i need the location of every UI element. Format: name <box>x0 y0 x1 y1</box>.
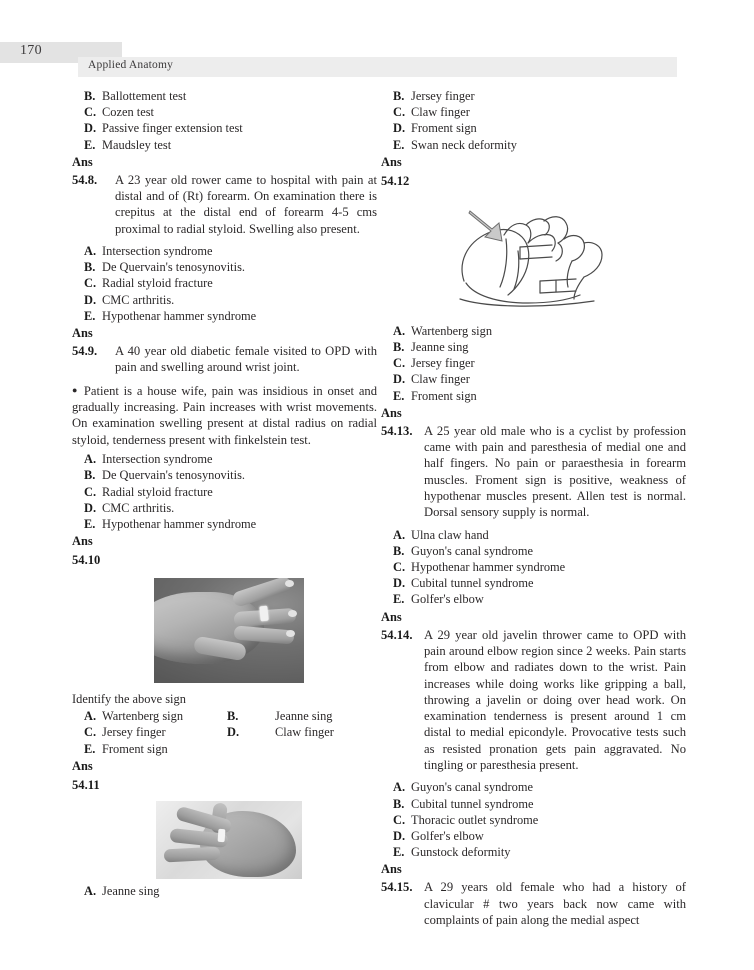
hand-photograph-jeanne <box>156 801 302 879</box>
option-letter: B. <box>393 543 405 558</box>
option-text: CMC arthritis. <box>102 292 175 307</box>
right-column <box>381 88 686 930</box>
option-row <box>72 724 377 740</box>
fingernail <box>286 630 295 637</box>
option-row <box>72 516 377 532</box>
figure-caption: Identify the above sign <box>72 692 186 707</box>
figure-54-11 <box>72 795 377 883</box>
answer-label: Ans <box>381 154 402 169</box>
option-row <box>72 484 377 500</box>
fingernail <box>285 580 294 587</box>
froment-sign-line-drawing <box>444 199 624 317</box>
question-number: 54.13. <box>381 423 413 438</box>
option-row <box>381 104 686 120</box>
option-text: Claw finger <box>275 725 334 740</box>
option-row <box>72 120 377 136</box>
question-54-15 <box>381 879 686 928</box>
option-row <box>72 88 377 104</box>
option-text: Claw finger <box>411 372 470 387</box>
option-text: Golfer's elbow <box>411 828 484 843</box>
option-row <box>381 844 686 860</box>
option-text: Thoracic outlet syndrome <box>411 812 539 827</box>
fingernail <box>288 610 297 617</box>
option-letter: D. <box>227 725 240 740</box>
option-letter: A. <box>84 452 97 467</box>
option-text: Golfer's elbow <box>411 592 484 607</box>
finger <box>163 846 220 862</box>
option-letter: E. <box>84 137 96 152</box>
option-row <box>381 559 686 575</box>
option-letter: A. <box>393 780 406 795</box>
option-text: Swan neck deformity <box>411 137 517 152</box>
option-text: Jeanne sing <box>411 340 469 355</box>
option-row <box>381 575 686 591</box>
option-text: Radial styloid fracture <box>102 276 213 291</box>
question-stem: A 25 year old male who is a cyclist by profession came with pain and paresthesia of medial one and half fingers. No pain or paraesthesia in forearm muscles. Froment sign is positive, weakness of hypothenar muscles present. Allen test is normal. Dorsal sensory supply is normal. <box>424 423 686 520</box>
question-number: 54.8. <box>72 172 98 187</box>
question-54-9 <box>72 343 377 376</box>
option-letter: C. <box>393 105 406 120</box>
option-row <box>72 104 377 120</box>
figure-54-10 <box>72 570 377 687</box>
option-text: Froment sign <box>411 388 477 403</box>
option-letter: C. <box>84 276 97 291</box>
option-letter: B. <box>393 89 405 103</box>
hand-photograph-wartenberg <box>154 578 304 683</box>
option-row <box>72 259 377 275</box>
question-number-54-12: 54.12 <box>381 173 410 188</box>
option-letter: E. <box>84 741 96 756</box>
option-row <box>381 543 686 559</box>
option-letter: A. <box>393 323 406 338</box>
option-letter: B. <box>84 260 96 275</box>
option-letter: E. <box>84 308 96 323</box>
left-column <box>72 88 377 899</box>
option-row <box>381 88 686 104</box>
option-letter: D. <box>84 500 97 515</box>
option-text: Hypothenar hammer syndrome <box>102 517 257 532</box>
option-row <box>72 451 377 467</box>
option-row <box>381 527 686 543</box>
option-letter: D. <box>393 372 406 387</box>
option-text: Hypothenar hammer syndrome <box>411 560 566 575</box>
option-letter: C. <box>84 105 97 120</box>
page-number: 170 <box>20 43 42 58</box>
option-row <box>381 137 686 153</box>
option-letter: D. <box>84 121 97 136</box>
option-letter: A. <box>84 883 97 898</box>
finger-ring <box>217 829 225 842</box>
option-row <box>72 275 377 291</box>
question-stem: A 29 year old javelin thrower came to OPD with pain around elbow region since 2 weeks. Pain starts from elbow and radiates down to the wrist. Pain increases while doing works like gripping a ball, throwing a javelin or doing over head work. On examination tenderness is present around 1 cm distal to medial epicondyle. Provocative tests such as resisted pronation gets pain aggravated. No tingling or paresthesia present. <box>424 627 686 772</box>
option-letter: C. <box>84 484 97 499</box>
option-text: Radial styloid fracture <box>102 484 213 499</box>
option-text: Cubital tunnel syndrome <box>411 576 534 591</box>
option-letter: C. <box>84 725 97 740</box>
option-letter: B. <box>393 796 405 811</box>
figure-54-12 <box>381 191 686 323</box>
question-54-8 <box>72 172 377 237</box>
option-text: Wartenberg sign <box>102 709 184 724</box>
option-letter: D. <box>393 576 406 591</box>
question-number-54-11: 54.11 <box>72 777 100 792</box>
bullet-icon: ● <box>72 384 80 395</box>
option-text: De Quervain's tenosynovitis. <box>102 260 245 275</box>
answer-label: Ans <box>381 405 402 420</box>
option-text: Intersection syndrome <box>102 244 213 258</box>
answer-label: Ans <box>381 609 402 624</box>
option-row <box>72 708 377 724</box>
option-letter: A. <box>84 709 97 724</box>
option-letter: B. <box>227 709 239 724</box>
option-letter: B. <box>84 468 96 483</box>
question-54-14 <box>381 627 686 774</box>
option-text: Wartenberg sign <box>411 323 493 338</box>
option-letter: D. <box>84 292 97 307</box>
option-letter: E. <box>393 845 405 860</box>
option-text: Claw finger <box>411 105 470 120</box>
option-text: Maudsley test <box>102 137 172 152</box>
option-text: Hypothenar hammer syndrome <box>102 308 257 323</box>
option-row <box>381 339 686 355</box>
question-54-9-note <box>72 382 377 449</box>
option-text: Jeanne sing <box>102 883 160 898</box>
option-row <box>381 812 686 828</box>
option-row <box>381 355 686 371</box>
option-letter: A. <box>84 244 97 258</box>
option-letter: D. <box>393 828 406 843</box>
question-number: 54.9. <box>72 344 98 359</box>
answer-label: Ans <box>72 154 93 169</box>
running-header-title: Applied Anatomy <box>88 59 174 71</box>
option-letter: E. <box>393 592 405 607</box>
option-row <box>72 308 377 324</box>
answer-label: Ans <box>72 534 93 549</box>
option-row <box>72 500 377 516</box>
option-text: Jersey finger <box>102 725 166 740</box>
option-letter: A. <box>393 527 406 542</box>
option-row <box>72 467 377 483</box>
option-text: Passive finger extension test <box>102 121 243 136</box>
option-row <box>72 741 377 757</box>
option-letter: B. <box>393 340 405 355</box>
answer-label: Ans <box>381 862 402 877</box>
option-text: Guyon's canal syndrome <box>411 543 533 558</box>
answer-label: Ans <box>72 326 93 341</box>
answer-label: Ans <box>72 758 93 773</box>
option-row <box>381 779 686 795</box>
option-row <box>381 120 686 136</box>
option-text: Gunstock deformity <box>411 845 511 860</box>
option-text: Ballottement test <box>102 89 187 103</box>
option-row <box>72 883 377 899</box>
question-number-54-10: 54.10 <box>72 553 101 568</box>
option-text: Ulna claw hand <box>411 527 489 542</box>
option-text: Jeanne sing <box>275 709 333 724</box>
option-letter: C. <box>393 560 406 575</box>
question-number: 54.15. <box>381 880 413 895</box>
note-text: Patient is a house wife, pain was insidious in onset and gradually increasing. Pain increases with wrist movements. On examination swelling present at distal radius on radial styloid, tenderness present with finkelstein test. <box>72 383 377 447</box>
option-text: Froment sign <box>411 121 477 136</box>
option-letter: E. <box>393 137 405 152</box>
option-row <box>72 137 377 153</box>
option-row <box>381 323 686 339</box>
option-letter: D. <box>393 121 406 136</box>
option-text: De Quervain's tenosynovitis. <box>102 468 245 483</box>
option-letter: E. <box>393 388 405 403</box>
option-text: Jersey finger <box>411 356 475 371</box>
option-text: Intersection syndrome <box>102 452 213 467</box>
option-text: CMC arthritis. <box>102 500 175 515</box>
question-54-13 <box>381 423 686 521</box>
option-letter: C. <box>393 812 406 827</box>
option-text: Cubital tunnel syndrome <box>411 796 534 811</box>
option-row <box>381 591 686 607</box>
option-letter: E. <box>84 517 96 532</box>
option-text: Jersey finger <box>411 89 475 103</box>
option-letter: C. <box>393 356 406 371</box>
question-stem: A 29 years old female who had a history of clavicular # two years back now came with complaints of pain along the medial aspect <box>424 880 686 927</box>
option-text: Guyon's canal syndrome <box>411 780 533 795</box>
option-letter: B. <box>84 89 96 103</box>
option-row <box>381 796 686 812</box>
option-row <box>381 828 686 844</box>
option-text: Cozen test <box>102 105 154 120</box>
option-row <box>72 243 377 259</box>
option-row <box>72 292 377 308</box>
question-number: 54.14. <box>381 627 413 642</box>
question-stem: A 40 year old diabetic female visited to OPD with pain and swelling around wrist joint. <box>115 344 377 375</box>
option-row <box>381 371 686 387</box>
option-row <box>381 388 686 404</box>
finger-ring <box>259 606 269 622</box>
option-text: Froment sign <box>102 741 168 756</box>
question-stem: A 23 year old rower came to hospital with pain at distal and of (Rt) forearm. On examination there is crepitus at the distal end of forearm 4-5 cms proximal to radial styloid. Swelling also present. <box>115 172 377 236</box>
